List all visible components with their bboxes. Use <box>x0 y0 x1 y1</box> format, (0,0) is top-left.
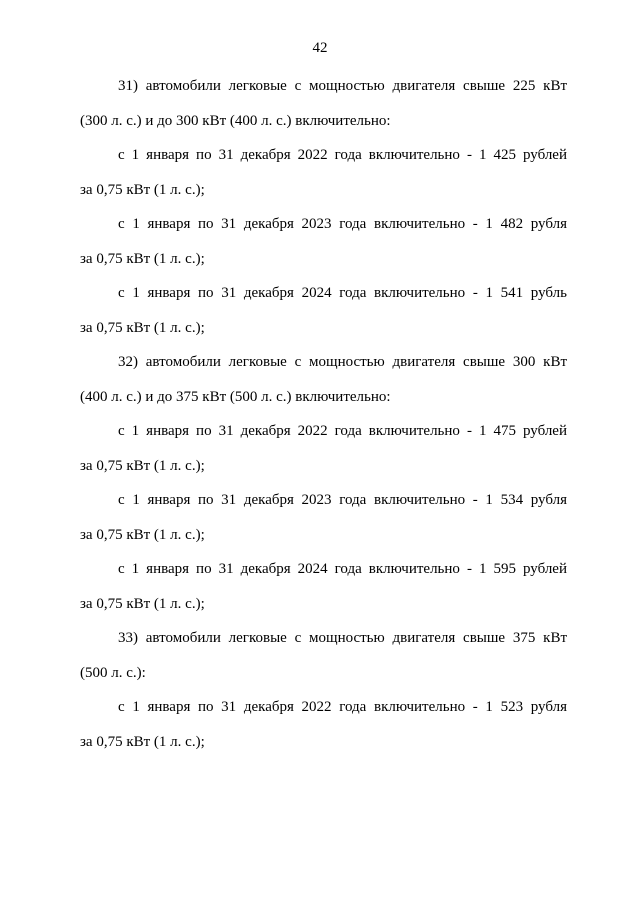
paragraph-line: 31) автомобили легковые с мощностью двигателя свыше 225 кВт <box>118 78 567 94</box>
rate-paragraph <box>80 138 567 207</box>
paragraph-line: за 0,75 кВт (1 л. с.); <box>80 526 205 543</box>
paragraph-line: за 0,75 кВт (1 л. с.); <box>80 319 205 336</box>
paragraph-line: за 0,75 кВт (1 л. с.); <box>80 250 205 267</box>
paragraph-line: с 1 января по 31 декабря 2024 года включительно - 1 595 рублей <box>118 561 567 577</box>
rate-paragraph <box>80 483 567 552</box>
paragraph-line: (500 л. с.): <box>80 664 146 681</box>
paragraph-line: (300 л. с.) и до 300 кВт (400 л. с.) включительно: <box>80 112 391 129</box>
rate-paragraph <box>80 276 567 345</box>
paragraph-line: с 1 января по 31 декабря 2022 года включительно - 1 425 рублей <box>118 147 567 163</box>
document-body <box>80 69 567 759</box>
rate-paragraph <box>80 207 567 276</box>
paragraph-line: (400 л. с.) и до 375 кВт (500 л. с.) включительно: <box>80 388 391 405</box>
paragraph-line: с 1 января по 31 декабря 2023 года включительно - 1 534 рубля <box>118 492 567 508</box>
paragraph-line: 33) автомобили легковые с мощностью двигателя свыше 375 кВт <box>118 630 567 646</box>
paragraph-line: 32) автомобили легковые с мощностью двигателя свыше 300 кВт <box>118 354 567 370</box>
paragraph-line: с 1 января по 31 декабря 2022 года включительно - 1 523 рубля <box>118 699 567 715</box>
rate-paragraph <box>80 414 567 483</box>
paragraph-item-31 <box>80 69 567 138</box>
paragraph-line: за 0,75 кВт (1 л. с.); <box>80 733 205 750</box>
page-number: 42 <box>312 40 328 56</box>
rate-paragraph <box>80 690 567 759</box>
paragraph-line: за 0,75 кВт (1 л. с.); <box>80 457 205 474</box>
paragraph-line: с 1 января по 31 декабря 2024 года включительно - 1 541 рубль <box>118 285 567 301</box>
paragraph-item-33 <box>80 621 567 690</box>
rate-paragraph <box>80 552 567 621</box>
paragraph-line: за 0,75 кВт (1 л. с.); <box>80 181 205 198</box>
paragraph-line: с 1 января по 31 декабря 2022 года включительно - 1 475 рублей <box>118 423 567 439</box>
paragraph-line: за 0,75 кВт (1 л. с.); <box>80 595 205 612</box>
paragraph-line: с 1 января по 31 декабря 2023 года включительно - 1 482 рубля <box>118 216 567 232</box>
paragraph-item-32 <box>80 345 567 414</box>
